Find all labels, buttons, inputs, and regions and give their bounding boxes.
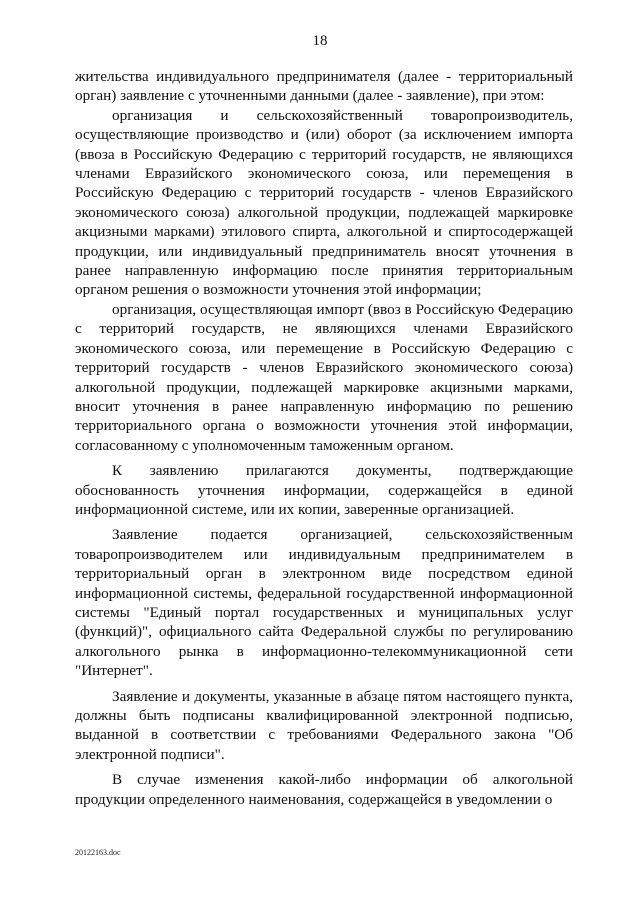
paragraph-7: В случае изменения какой-либо информации об алкогольной продукции определенного наименования, содержащейся в уведомлении о: [75, 771, 573, 808]
paragraph-2: организация и сельскохозяйственный товаропроизводитель, осуществляющие производство и (или) оборот (за исключением импорта (ввоза в Российскую Федерацию с территорий государств, не являющихся членами Евразийского экономического союза, или перемещения в Российскую Федерацию с территорий государств - членов Евразийского экономического союза) алкогольной продукции, подлежащей маркировке акцизными марками) этилового спирта, алкогольной и спиртосодержащей продукции, или индивидуальный предприниматель вносят уточнения в ранее направленную информацию после принятия территориальным органом решения о возможности уточнения этой информации;: [75, 106, 573, 299]
paragraph-3: организация, осуществляющая импорт (ввоз в Российскую Федерацию с территорий государств, не являющихся членами Евразийского экономического союза, или перемещение в Российскую Федерацию с территорий государств - членов Евразийского экономического союза) алкогольной продукции, подлежащей маркировке акцизными марками, вносит уточнения в ранее направленную информацию по решению территориального органа о возможности уточнения этой информации, согласованному с уполномоченным таможенным органом.: [75, 300, 573, 454]
paragraph-5: Заявление подается организацией, сельскохозяйственным товаропроизводителем или индивидуальным предпринимателем в территориальный орган в электронном виде посредством единой информационной системы, федеральной государственной информационной системы "Единый портал государственных и муниципальных услуг (функций)", официального сайта Федеральной службы по регулированию алкогольного рынка в информационно-телекоммуникационной сети "Интернет".: [75, 526, 573, 680]
paragraph-1: жительства индивидуального предпринимателя (далее - территориальный орган) заявление с уточненными данными (далее - заявление), при этом:: [75, 68, 573, 105]
paragraph-6: Заявление и документы, указанные в абзаце пятом настоящего пункта, должны быть подписаны квалифицированной электронной подписью, выданной в соответствии с требованиями Федерального закона "Об электронной подписи".: [75, 687, 573, 763]
document-body: [75, 67, 573, 809]
paragraph-4: К заявлению прилагаются документы, подтверждающие обоснованность уточнения информации, содержащейся в единой информационной системе, или их копии, заверенные организацией.: [75, 462, 573, 518]
document-file-id: 20122163.doc: [75, 848, 121, 857]
page-number: 18: [312, 33, 328, 49]
